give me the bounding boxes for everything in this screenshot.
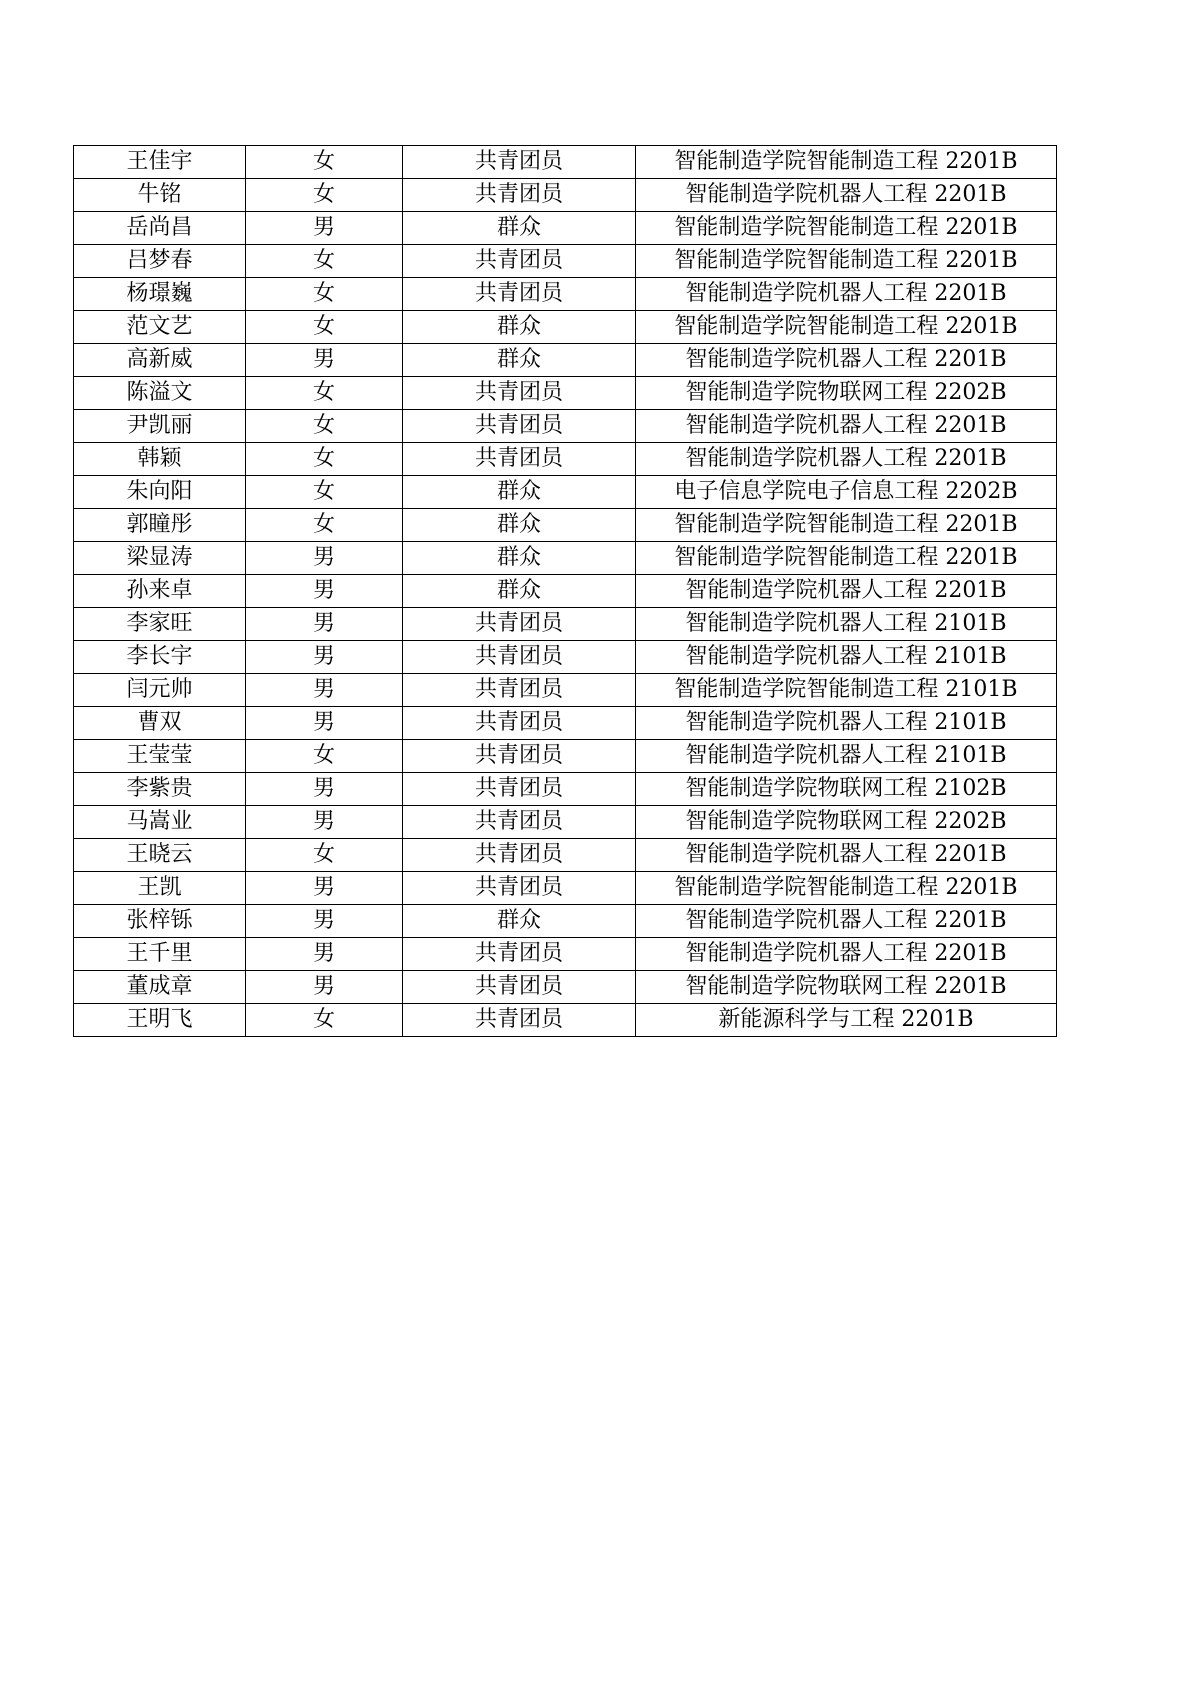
class-cell: 智能制造学院机器人工程 2201B	[636, 410, 1057, 443]
table-row	[74, 344, 1057, 377]
political-status-cell: 群众	[403, 542, 636, 575]
political-status-cell: 群众	[403, 344, 636, 377]
gender-cell: 男	[246, 542, 403, 575]
class-cell: 智能制造学院机器人工程 2201B	[636, 344, 1057, 377]
student-name-cell: 王千里	[74, 938, 246, 971]
gender-cell: 男	[246, 344, 403, 377]
student-name-cell: 王佳宇	[74, 146, 246, 179]
gender-cell: 女	[246, 179, 403, 212]
table-row	[74, 872, 1057, 905]
roster-table-body	[74, 146, 1057, 1037]
gender-cell: 男	[246, 806, 403, 839]
gender-cell: 男	[246, 674, 403, 707]
gender-cell: 女	[246, 278, 403, 311]
political-status-cell: 群众	[403, 575, 636, 608]
table-row	[74, 377, 1057, 410]
student-name-cell: 郭瞳彤	[74, 509, 246, 542]
table-row	[74, 641, 1057, 674]
student-name-cell: 王莹莹	[74, 740, 246, 773]
student-roster-table	[73, 145, 1057, 1037]
student-name-cell: 陈溢文	[74, 377, 246, 410]
class-cell: 智能制造学院智能制造工程 2201B	[636, 146, 1057, 179]
student-name-cell: 王晓云	[74, 839, 246, 872]
gender-cell: 女	[246, 476, 403, 509]
table-row	[74, 476, 1057, 509]
table-row	[74, 608, 1057, 641]
table-row	[74, 575, 1057, 608]
student-name-cell: 牛铭	[74, 179, 246, 212]
political-status-cell: 共青团员	[403, 179, 636, 212]
political-status-cell: 共青团员	[403, 707, 636, 740]
class-cell: 智能制造学院机器人工程 2201B	[636, 938, 1057, 971]
table-row	[74, 311, 1057, 344]
table-row	[74, 1004, 1057, 1037]
political-status-cell: 共青团员	[403, 971, 636, 1004]
gender-cell: 男	[246, 872, 403, 905]
table-row	[74, 509, 1057, 542]
student-name-cell: 吕梦春	[74, 245, 246, 278]
table-row	[74, 971, 1057, 1004]
class-cell: 智能制造学院智能制造工程 2201B	[636, 542, 1057, 575]
class-cell: 智能制造学院机器人工程 2201B	[636, 575, 1057, 608]
gender-cell: 男	[246, 641, 403, 674]
class-cell: 智能制造学院智能制造工程 2201B	[636, 872, 1057, 905]
class-cell: 智能制造学院物联网工程 2202B	[636, 806, 1057, 839]
table-row	[74, 839, 1057, 872]
gender-cell: 男	[246, 707, 403, 740]
table-row	[74, 674, 1057, 707]
table-row	[74, 707, 1057, 740]
gender-cell: 男	[246, 575, 403, 608]
class-cell: 智能制造学院机器人工程 2101B	[636, 740, 1057, 773]
gender-cell: 男	[246, 905, 403, 938]
class-cell: 智能制造学院机器人工程 2201B	[636, 905, 1057, 938]
gender-cell: 女	[246, 146, 403, 179]
gender-cell: 女	[246, 509, 403, 542]
political-status-cell: 共青团员	[403, 839, 636, 872]
class-cell: 智能制造学院物联网工程 2102B	[636, 773, 1057, 806]
student-name-cell: 高新威	[74, 344, 246, 377]
class-cell: 智能制造学院智能制造工程 2201B	[636, 245, 1057, 278]
student-name-cell: 韩颖	[74, 443, 246, 476]
table-row	[74, 410, 1057, 443]
gender-cell: 女	[246, 245, 403, 278]
table-row	[74, 245, 1057, 278]
class-cell: 智能制造学院智能制造工程 2101B	[636, 674, 1057, 707]
political-status-cell: 共青团员	[403, 245, 636, 278]
class-cell: 智能制造学院机器人工程 2201B	[636, 179, 1057, 212]
gender-cell: 男	[246, 971, 403, 1004]
gender-cell: 女	[246, 377, 403, 410]
student-name-cell: 曹双	[74, 707, 246, 740]
student-name-cell: 李紫贵	[74, 773, 246, 806]
class-cell: 智能制造学院机器人工程 2101B	[636, 608, 1057, 641]
political-status-cell: 群众	[403, 476, 636, 509]
student-name-cell: 王凯	[74, 872, 246, 905]
student-name-cell: 李家旺	[74, 608, 246, 641]
class-cell: 智能制造学院智能制造工程 2201B	[636, 212, 1057, 245]
gender-cell: 女	[246, 311, 403, 344]
class-cell: 智能制造学院物联网工程 2201B	[636, 971, 1057, 1004]
student-name-cell: 朱向阳	[74, 476, 246, 509]
student-name-cell: 范文艺	[74, 311, 246, 344]
student-name-cell: 董成章	[74, 971, 246, 1004]
class-cell: 电子信息学院电子信息工程 2202B	[636, 476, 1057, 509]
political-status-cell: 共青团员	[403, 806, 636, 839]
table-row	[74, 806, 1057, 839]
student-name-cell: 尹凯丽	[74, 410, 246, 443]
political-status-cell: 共青团员	[403, 608, 636, 641]
gender-cell: 女	[246, 839, 403, 872]
gender-cell: 女	[246, 410, 403, 443]
political-status-cell: 共青团员	[403, 938, 636, 971]
political-status-cell: 共青团员	[403, 740, 636, 773]
table-row	[74, 905, 1057, 938]
political-status-cell: 共青团员	[403, 278, 636, 311]
gender-cell: 女	[246, 443, 403, 476]
class-cell: 智能制造学院机器人工程 2101B	[636, 707, 1057, 740]
class-cell: 智能制造学院机器人工程 2201B	[636, 278, 1057, 311]
political-status-cell: 群众	[403, 905, 636, 938]
class-cell: 智能制造学院智能制造工程 2201B	[636, 311, 1057, 344]
class-cell: 智能制造学院机器人工程 2101B	[636, 641, 1057, 674]
student-name-cell: 王明飞	[74, 1004, 246, 1037]
political-status-cell: 共青团员	[403, 872, 636, 905]
political-status-cell: 共青团员	[403, 773, 636, 806]
student-name-cell: 岳尚昌	[74, 212, 246, 245]
table-row	[74, 740, 1057, 773]
table-row	[74, 212, 1057, 245]
table-row	[74, 773, 1057, 806]
political-status-cell: 共青团员	[403, 410, 636, 443]
table-row	[74, 278, 1057, 311]
political-status-cell: 共青团员	[403, 377, 636, 410]
political-status-cell: 群众	[403, 212, 636, 245]
table-row	[74, 179, 1057, 212]
class-cell: 智能制造学院机器人工程 2201B	[636, 839, 1057, 872]
student-name-cell: 李长宇	[74, 641, 246, 674]
table-row	[74, 938, 1057, 971]
class-cell: 智能制造学院智能制造工程 2201B	[636, 509, 1057, 542]
gender-cell: 女	[246, 1004, 403, 1037]
political-status-cell: 群众	[403, 509, 636, 542]
table-row	[74, 146, 1057, 179]
gender-cell: 男	[246, 608, 403, 641]
student-name-cell: 梁显涛	[74, 542, 246, 575]
table-row	[74, 542, 1057, 575]
student-name-cell: 马嵩业	[74, 806, 246, 839]
student-name-cell: 孙来卓	[74, 575, 246, 608]
political-status-cell: 共青团员	[403, 146, 636, 179]
student-name-cell: 杨璟巍	[74, 278, 246, 311]
gender-cell: 男	[246, 773, 403, 806]
class-cell: 智能制造学院物联网工程 2202B	[636, 377, 1057, 410]
student-name-cell: 闫元帅	[74, 674, 246, 707]
class-cell: 智能制造学院机器人工程 2201B	[636, 443, 1057, 476]
political-status-cell: 共青团员	[403, 1004, 636, 1037]
political-status-cell: 共青团员	[403, 641, 636, 674]
table-row	[74, 443, 1057, 476]
class-cell: 新能源科学与工程 2201B	[636, 1004, 1057, 1037]
gender-cell: 男	[246, 938, 403, 971]
political-status-cell: 共青团员	[403, 443, 636, 476]
student-name-cell: 张梓铄	[74, 905, 246, 938]
political-status-cell: 群众	[403, 311, 636, 344]
gender-cell: 男	[246, 212, 403, 245]
gender-cell: 女	[246, 740, 403, 773]
political-status-cell: 共青团员	[403, 674, 636, 707]
